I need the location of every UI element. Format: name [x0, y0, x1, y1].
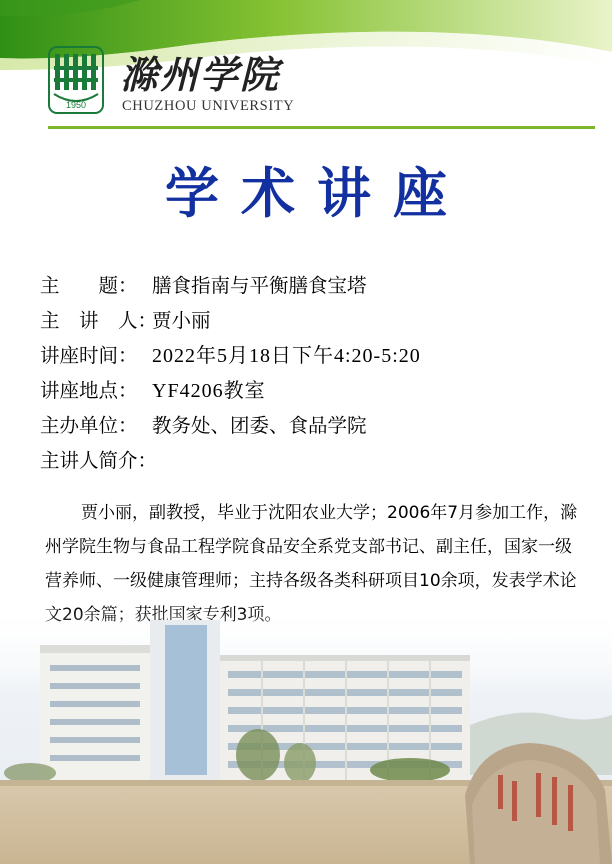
intro-row — [40, 443, 600, 478]
place-value: YF4206教室 — [152, 380, 266, 402]
topic-row — [40, 268, 600, 303]
intro-label: 主讲人简介： — [40, 449, 158, 472]
topic-label: 主 题： — [40, 274, 138, 297]
speaker-value: 贾小丽 — [152, 309, 211, 332]
host-label: 主办单位： — [40, 414, 138, 437]
place-row — [40, 373, 600, 408]
lecture-info — [40, 268, 600, 478]
host-value: 教务处、团委、食品学院 — [152, 414, 367, 437]
time-row — [40, 338, 600, 373]
place-label: 讲座地点： — [40, 379, 138, 402]
speaker-label: 主 讲 人： — [40, 309, 158, 332]
page-title: 学术讲座 — [165, 162, 469, 225]
time-label: 讲座时间： — [40, 344, 138, 367]
speaker-row — [40, 303, 600, 338]
time-value: 2022年5月18日下午4:20-5:20 — [152, 345, 421, 367]
header-divider — [48, 126, 595, 129]
university-name-en: CHUZHOU UNIVERSITY — [122, 98, 295, 114]
emblem-year: 1950 — [65, 100, 87, 110]
host-row — [40, 408, 600, 443]
university-emblem-icon — [48, 46, 104, 114]
campus-building-image — [0, 605, 612, 864]
topic-value: 膳食指南与平衡膳食宝塔 — [152, 274, 367, 297]
speaker-bio: 贾小丽，副教授，毕业于沈阳农业大学；2006年7月参加工作，滁州学院生物与食品工程学院食品安全系党支部书记、副主任，国家一级营养师、一级健康管理师；主持各级各类科研项目10余项，发表学术论 — [45, 503, 578, 591]
university-name-cn: 滁州学院 — [120, 52, 281, 97]
